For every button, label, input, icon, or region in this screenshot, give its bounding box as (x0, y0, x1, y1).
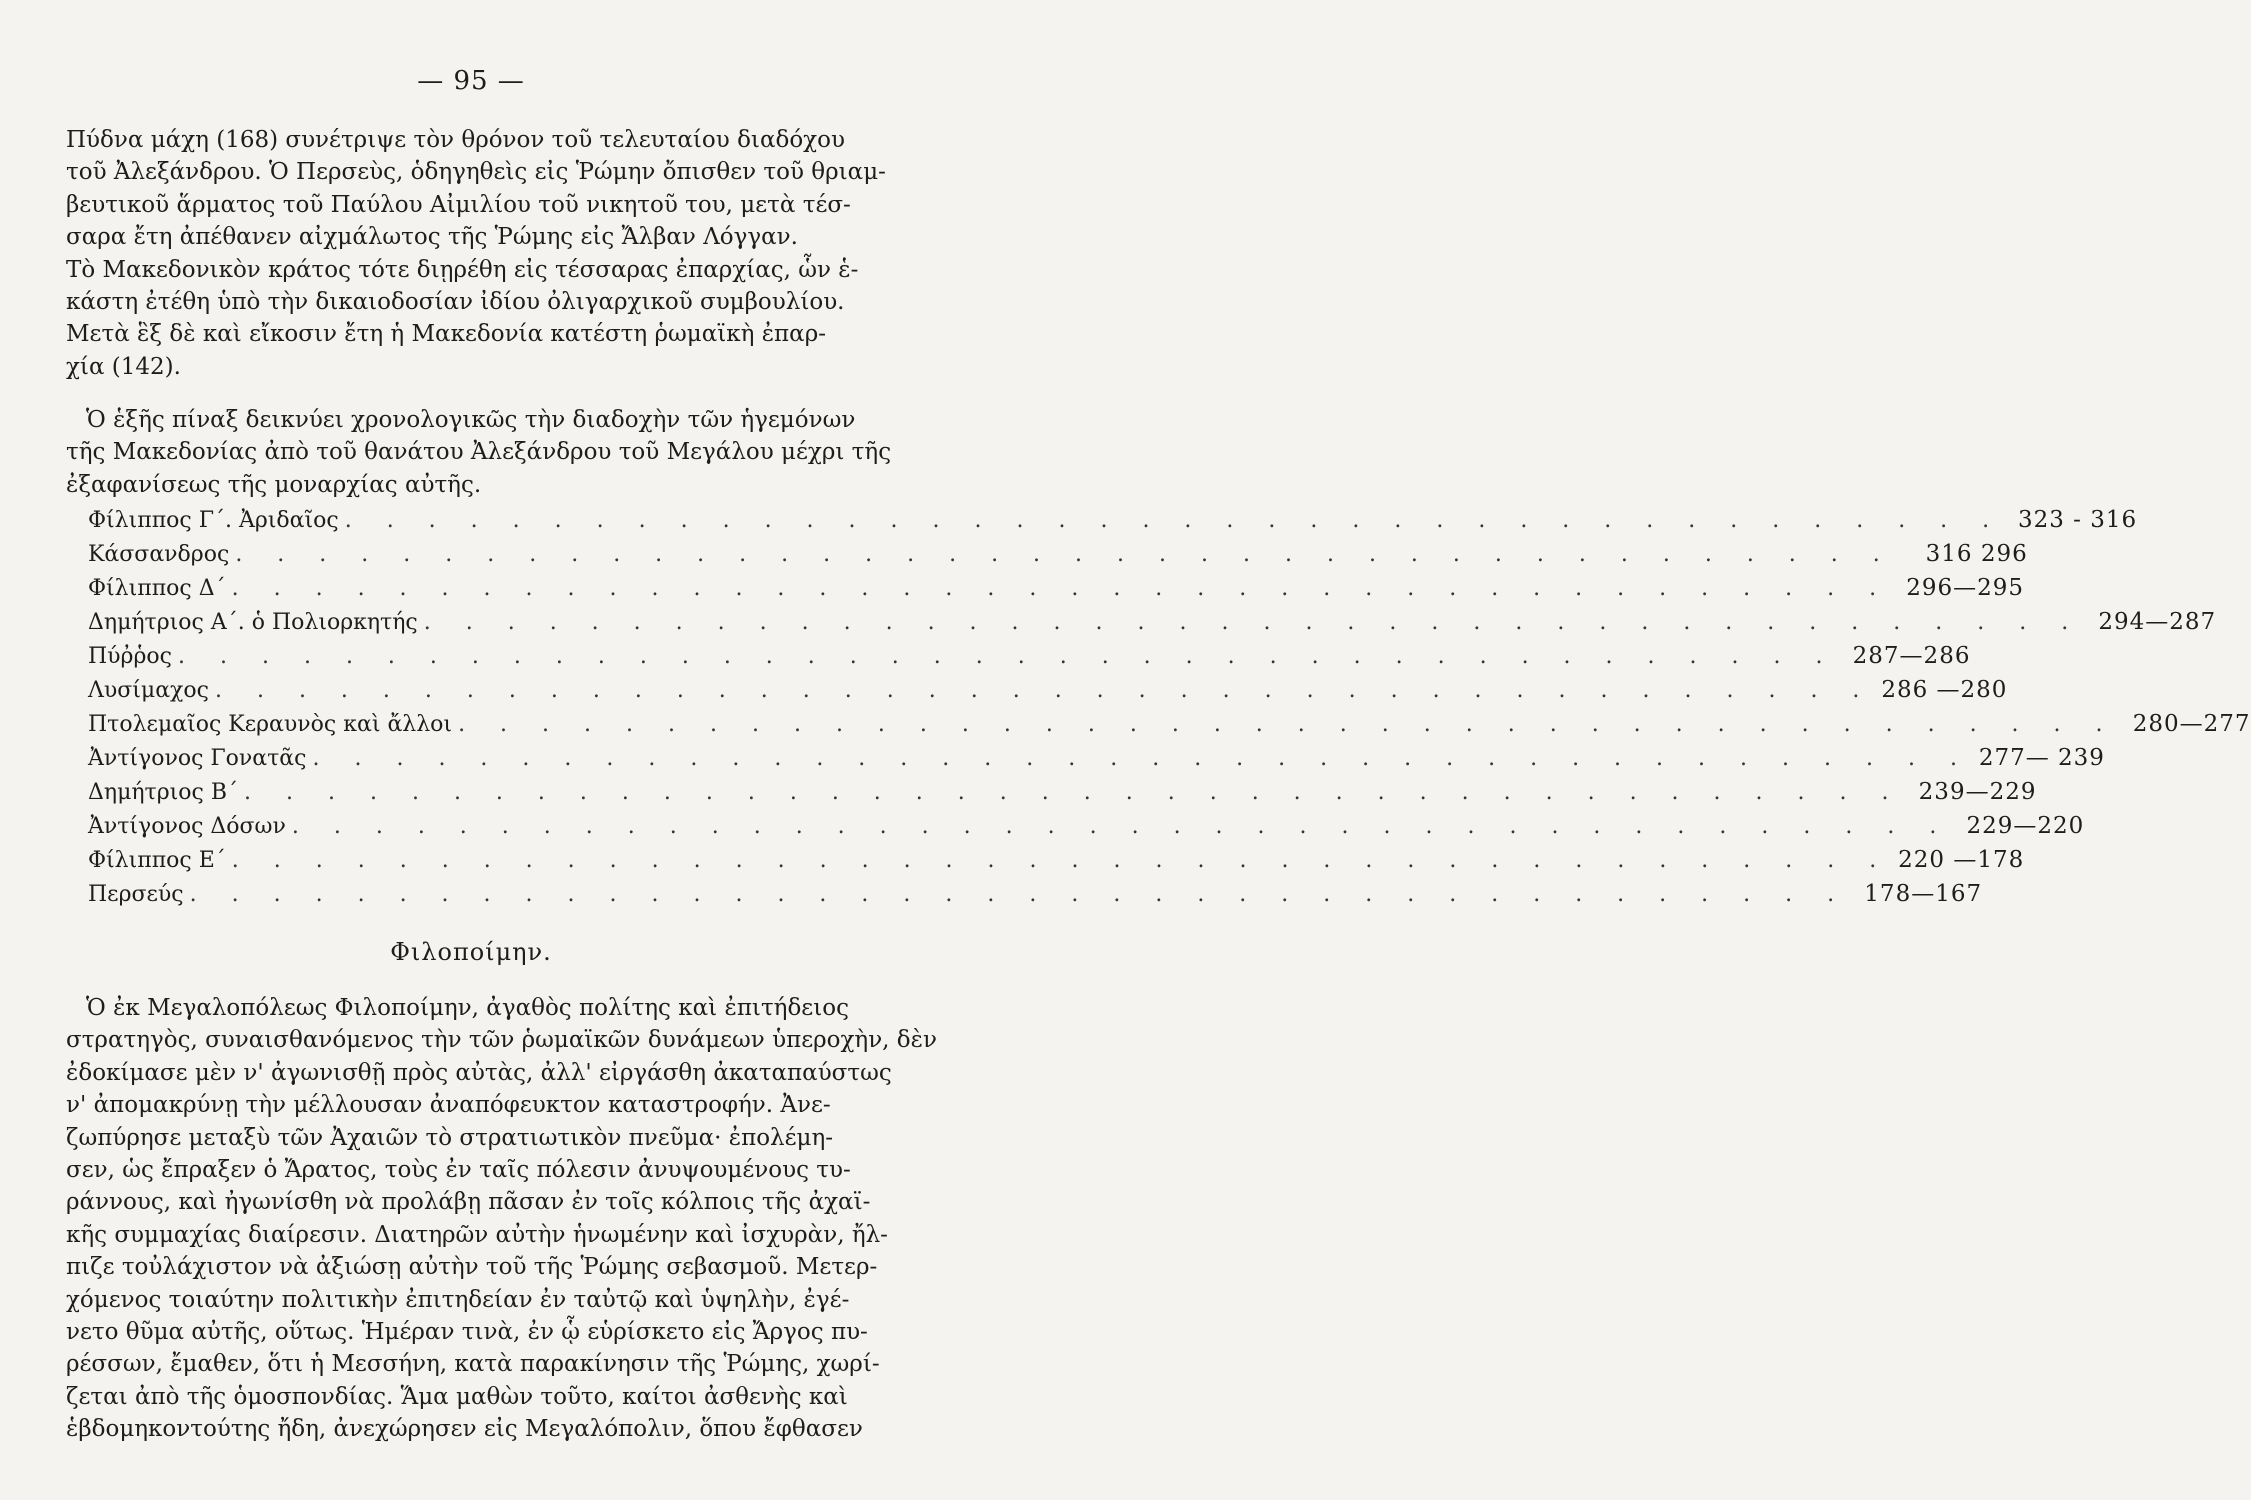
dot-leader (312, 746, 1970, 771)
rulers-table (88, 507, 2251, 915)
ruler-row (88, 677, 2008, 711)
text-line: ζωπύρησε μεταξὺ τῶν Ἀχαιῶν τὸ στρατιωτικὸν πνεῦμα· ἐπολέμη- (66, 1124, 834, 1151)
dot-leader (232, 848, 1890, 873)
ruler-name: Δημήτριος Α΄. ὁ Πολιορκητής (88, 610, 418, 635)
ruler-row (88, 575, 2025, 609)
text-line: Μετὰ ἓξ δὲ καὶ εἴκοσιν ἔτη ἡ Μακεδονία κατέστη ῥωμαϊκὴ ἐπαρ- (66, 321, 826, 348)
ruler-row (88, 507, 2138, 541)
text-line: Ὁ ἑξῆς πίναξ δεικνύει χρονολογικῶς τὴν διαδοχὴν τῶν ἡγεμόνων (86, 407, 856, 433)
paragraph-table-intro (66, 404, 892, 501)
ruler-name: Ἀντίγονος Γονατᾶς (88, 746, 307, 771)
text-line: Τὸ Μακεδονικὸν κράτος τότε διῃρέθη εἰς τέσσαρας ἐπαρχίας, ὧν ἑ- (66, 256, 859, 283)
ruler-years: 286 —280 (1881, 677, 2008, 703)
ruler-row (88, 609, 2217, 643)
dot-leader (215, 678, 1873, 703)
text-line: ζεται ἀπὸ τῆς ὁμοσπονδίας. Ἅμα μαθὼν τοῦτο, καίτοι ἀσθενὴς καὶ (66, 1383, 848, 1410)
dot-leader (178, 644, 1836, 669)
paragraph-macedonian-fall (66, 124, 886, 383)
ruler-years: 277— 239 (1978, 745, 2105, 771)
ruler-row (88, 847, 2025, 881)
text-line: τῆς Μακεδονίας ἀπὸ τοῦ θανάτου Ἀλεξάνδρου τοῦ Μεγάλου μέχρι τῆς (66, 439, 892, 466)
ruler-name: Φίλιππος Ε΄ (88, 848, 226, 873)
text-line: Ὁ ἐκ Μεγαλοπόλεως Φιλοποίμην, ἀγαθὸς πολίτης καὶ ἐπιτήδειος (86, 995, 849, 1021)
paragraph-philopoemen (66, 992, 937, 1446)
dot-leader (235, 542, 1893, 567)
text-line: νετο θῦμα αὐτῆς, οὕτως. Ἡμέραν τινὰ, ἐν ᾧ εὑρίσκετο εἰς Ἄργος πυ- (66, 1319, 868, 1346)
dot-leader (345, 508, 2003, 533)
text-line: στρατηγὸς, συναισθανόμενος τὴν τῶν ῥωμαϊκῶν δυνάμεων ὑπεροχὴν, δὲν (66, 1027, 937, 1054)
text-line: ρέσσων, ἔμαθεν, ὅτι ἡ Μεσσήνη, κατὰ παρακίνησιν τῆς Ῥώμης, χωρί- (66, 1351, 880, 1378)
ruler-name: Λυσίμαχος (88, 678, 209, 703)
section-title: Φιλοποίμην. (390, 938, 552, 966)
dot-leader (244, 780, 1902, 805)
text-line: βευτικοῦ ἅρματος τοῦ Παύλου Αἰμιλίου τοῦ νικητοῦ του, μετὰ τέσ- (66, 191, 851, 218)
ruler-name: Κάσσανδρος (88, 542, 230, 567)
ruler-name: Πτολεμαῖος Κεραυνὸς καὶ ἄλλοι (88, 712, 453, 737)
ruler-years: 316 296 (1925, 541, 2028, 567)
dot-leader (458, 712, 2116, 737)
text-line: κῆς συμμαχίας διαίρεσιν. Διατηρῶν αὐτὴν ἡνωμένην καὶ ἰσχυρὰν, ἤλ- (66, 1221, 888, 1248)
ruler-name: Δημήτριος Β΄ (88, 780, 239, 805)
text-line: σεν, ὡς ἔπραξεν ὁ Ἄρατος, τοὺς ἐν ταῖς πόλεσιν ἀνυψουμένους τυ- (66, 1157, 851, 1184)
ruler-row (88, 711, 2251, 745)
dot-leader (232, 576, 1890, 601)
text-line: ἑβδομηκοντούτης ἤδη, ἀνεχώρησεν εἰς Μεγαλόπολιν, ὅπου ἔφθασεν (66, 1416, 863, 1443)
ruler-years: 287—286 (1852, 643, 1971, 669)
ruler-name: Φίλιππος Δ΄ (88, 576, 226, 601)
text-line: ἐδοκίμασε μὲν ν' ἀγωνισθῇ πρὸς αὐτὰς, ἀλλ' εἰργάσθη ἀκαταπαύστως (66, 1059, 892, 1086)
ruler-years: 323 - 316 (2017, 507, 2138, 533)
ruler-row (88, 745, 2105, 779)
ruler-row (88, 779, 2037, 813)
text-line: ράννους, καὶ ἠγωνίσθη νὰ προλάβῃ πᾶσαν ἐν τοῖς κόλποις τῆς ἀχαϊ- (66, 1189, 871, 1216)
page-number: — 95 — (417, 66, 525, 96)
dot-leader (190, 882, 1848, 907)
text-line: κάστη ἐτέθη ὑπὸ τὴν δικαιοδοσίαν ἰδίου ὀλιγαρχικοῦ συμβουλίου. (66, 289, 845, 316)
ruler-name: Φίλιππος Γ΄. Ἀριδαῖος (88, 508, 339, 533)
text-line: Πύδνα μάχη (168) συνέτριψε τὸν θρόνον τοῦ τελευταίου διαδόχου (66, 127, 845, 153)
text-line: τοῦ Ἀλεξάνδρου. Ὁ Περσεὺς, ὁδηγηθεὶς εἰς Ῥώμην ὄπισθεν τοῦ θριαμ- (66, 159, 886, 186)
text-line: χόμενος τοιαύτην πολιτικὴν ἐπιτηδείαν ἐν ταὐτῷ καὶ ὑψηλὴν, ἐγέ- (66, 1286, 850, 1313)
text-line: ἐξαφανίσεως τῆς μοναρχίας αὐτῆς. (66, 471, 482, 498)
text-line: σαρα ἔτη ἀπέθανεν αἰχμάλωτος τῆς Ῥώμης εἰς Ἄλβαν Λόγγαν. (66, 224, 798, 251)
text-line: πιζε τοὐλάχιστον νὰ ἀξιώσῃ αὐτὴν τοῦ τῆς Ῥώμης σεβασμοῦ. Μετερ- (66, 1254, 878, 1281)
ruler-years: 294—287 (2098, 609, 2217, 635)
text-line: ν' ἀπομακρύνῃ τὴν μέλλουσαν ἀναπόφευκτον καταστροφήν. Ἀνε- (66, 1092, 831, 1119)
text-line: χία (142). (66, 353, 181, 380)
ruler-years: 229—220 (1966, 813, 2085, 839)
ruler-years: 280—277 (2132, 711, 2251, 737)
ruler-name: Περσεύς (88, 882, 184, 907)
dot-leader (292, 814, 1950, 839)
ruler-years: 296—295 (1906, 575, 2025, 601)
ruler-row (88, 541, 2028, 575)
ruler-years: 239—229 (1918, 779, 2037, 805)
dot-leader (424, 610, 2082, 635)
ruler-name: Ἀντίγονος Δόσων (88, 814, 286, 839)
ruler-row (88, 813, 2085, 847)
ruler-name: Πύῤῥος (88, 644, 172, 669)
ruler-years: 178—167 (1864, 881, 1983, 907)
ruler-years: 220 —178 (1898, 847, 2025, 873)
ruler-row (88, 643, 1971, 677)
ruler-row (88, 881, 1983, 915)
